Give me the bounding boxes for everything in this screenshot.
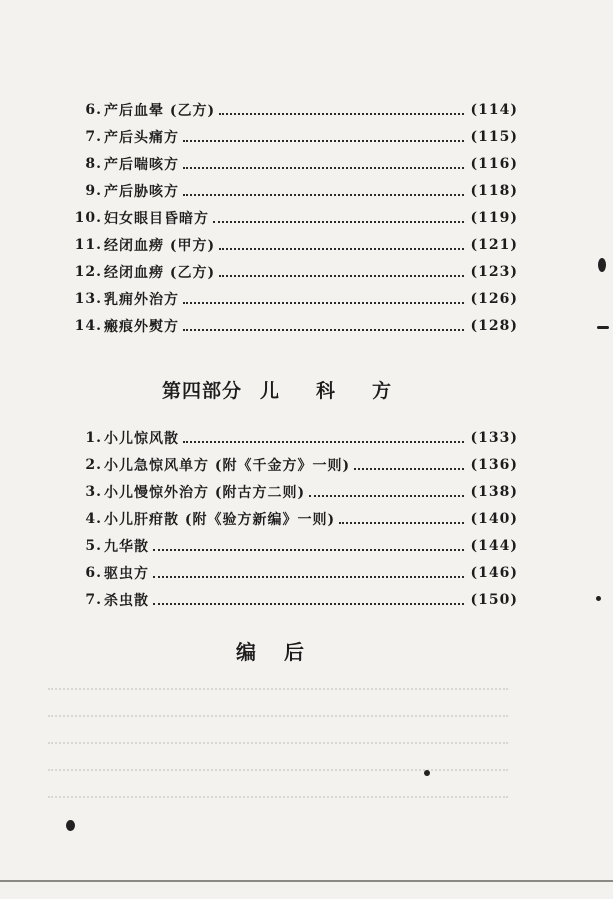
entry-page: (146) [470,564,518,581]
scan-speck [597,326,609,329]
entry-title: 产后喘咳方 [104,156,179,173]
entry-number: 2. [85,456,102,473]
entry-title: 产后血晕 (乙方) [104,102,216,119]
toc-row [58,505,518,532]
toc-row [58,258,518,285]
toc-section-obstetrics [58,96,518,339]
scan-speck [598,258,606,272]
toc-row [58,532,518,559]
entry-number: 10. [74,209,102,226]
toc-row [58,312,518,339]
entry-title: 经闭血痨 (乙方) [104,264,216,281]
dot-leader [183,439,464,443]
entry-number: 4. [85,510,102,527]
entry-title: 九华散 [104,538,149,555]
entry-title: 小儿急惊风单方 (附《千金方》一则) [104,457,351,474]
part-label: 第四部分 [162,380,243,402]
entry-number: 13. [74,290,102,307]
entry-title: 产后胁咳方 [104,183,179,200]
entry-title: 小儿惊风散 [104,430,179,447]
entry-title: 小儿慢惊外治方 (附古方二则) [104,484,306,501]
entry-title: 产后头痛方 [104,129,179,146]
toc-row [58,451,518,478]
dot-leader [183,192,464,196]
part-four-heading [162,376,422,403]
entry-page: (144) [470,537,518,554]
entry-page: (121) [470,236,518,253]
dot-leader [183,300,464,304]
entry-page: (136) [470,456,518,473]
entry-page: (150) [470,591,518,608]
dot-leader [183,165,464,169]
dot-leader [309,493,464,497]
entry-page: (123) [470,263,518,280]
entry-page: (116) [470,155,518,172]
page-edge-line [0,880,613,882]
dot-leader [183,138,464,142]
entry-title: 驱虫方 [104,565,149,582]
bleed-through-line [48,732,508,744]
entry-number: 7. [85,591,102,608]
entry-page: (119) [470,209,518,226]
dot-leader [219,273,464,277]
heading-char: 科 [316,380,337,402]
entry-page: (115) [470,128,518,145]
dot-leader [153,601,464,605]
afterword-heading: 编后 [236,640,332,664]
scan-speck [66,820,75,831]
toc-row [58,123,518,150]
toc-row [58,424,518,451]
entry-number: 3. [85,483,102,500]
bleed-through-line [48,678,508,690]
entry-page: (128) [470,317,518,334]
toc-row [58,204,518,231]
entry-page: (118) [470,182,518,199]
entry-title: 小儿肝疳散 (附《验方新编》一则) [104,511,336,528]
entry-page: (138) [470,483,518,500]
entry-number: 5. [85,537,102,554]
toc-row [58,177,518,204]
entry-title: 杀虫散 [104,592,149,609]
entry-title: 乳痈外治方 [104,291,179,308]
dot-leader [183,327,464,331]
entry-page: (133) [470,429,518,446]
bleed-through-line [48,759,508,771]
scan-speck [596,596,601,601]
toc-row [58,586,518,613]
entry-number: 6. [85,101,102,118]
entry-number: 9. [85,182,102,199]
scan-speck [424,770,430,776]
entry-number: 14. [74,317,102,334]
entry-number: 1. [85,429,102,446]
toc-row [58,96,518,123]
entry-page: (126) [470,290,518,307]
toc-row [58,150,518,177]
dot-leader [219,111,464,115]
dot-leader [153,547,464,551]
bleed-through-line [48,786,508,798]
entry-number: 6. [85,564,102,581]
entry-page: (114) [470,101,518,118]
entry-title: 瘢痕外熨方 [104,318,179,335]
toc-row [58,231,518,258]
dot-leader [153,574,464,578]
entry-number: 8. [85,155,102,172]
toc-row [58,559,518,586]
dot-leader [213,219,464,223]
toc-row [58,478,518,505]
entry-title: 妇女眼目昏暗方 [104,210,209,227]
toc-section-pediatrics [58,424,518,613]
heading-char: 儿 [260,380,281,402]
entry-number: 12. [74,263,102,280]
entry-page: (140) [470,510,518,527]
toc-row [58,285,518,312]
entry-number: 11. [74,236,102,253]
dot-leader [339,520,464,524]
dot-leader [354,466,464,470]
bleed-through-line [48,705,508,717]
entry-number: 7. [85,128,102,145]
heading-char: 方 [372,380,393,402]
dot-leader [219,246,464,250]
entry-title: 经闭血痨 (甲方) [104,237,216,254]
